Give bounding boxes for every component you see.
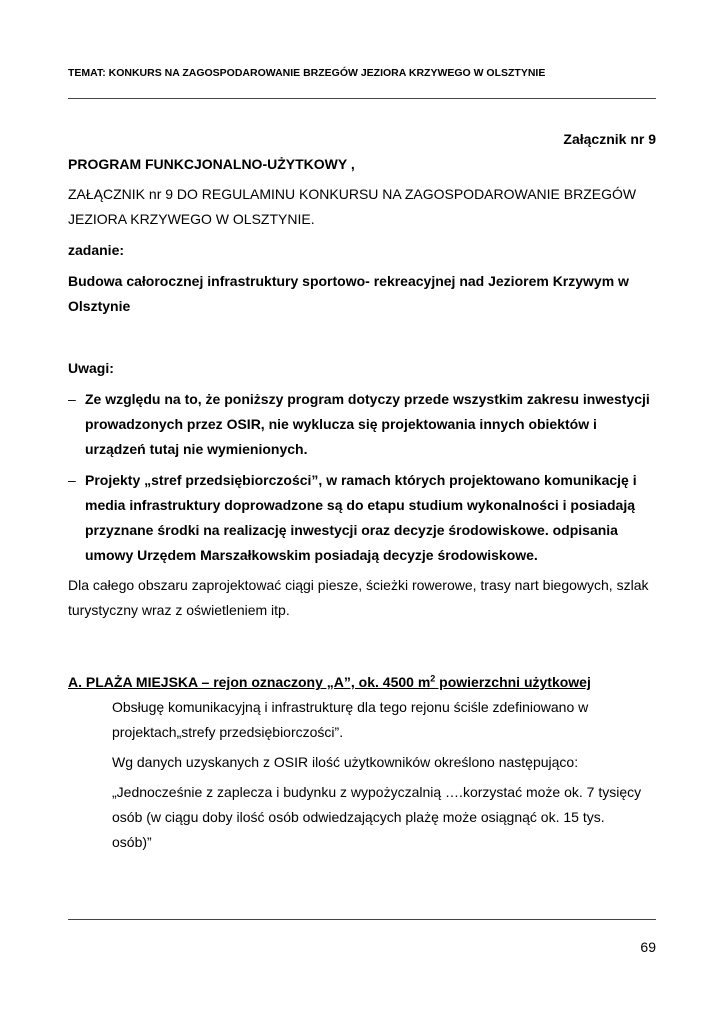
remark-item	[68, 387, 656, 462]
section-a-heading-superscript: 2	[430, 673, 436, 684]
task-label: zadanie:	[68, 242, 125, 258]
program-title: PROGRAM FUNKCJONALNO-UŻYTKOWY ,	[68, 156, 355, 172]
attachment-label: Załącznik nr 9	[563, 131, 656, 147]
document-header: TEMAT: KONKURS NA ZAGOSPODAROWANIE BRZEGÓW JEZIORA KRZYWEGO W OLSZTYNIE	[68, 67, 546, 79]
section-a-heading-main: A. PLAŻA MIEJSKA – rejon oznaczony „A”, ok. 4500 m	[68, 674, 431, 690]
document-body	[68, 152, 656, 855]
page-number: 69	[640, 939, 656, 955]
section-a-paragraph: Wg danych uzyskanych z OSIR ilość użytkowników określono następująco:	[112, 754, 579, 770]
attachment-description: ZAŁĄCZNIK nr 9 DO REGULAMINU KONKURSU NA ZAGOSPODAROWANIE BRZEGÓW JEZIORA KRZYWEGO W OLSZTYNIE.	[68, 186, 637, 227]
remark-item	[68, 468, 656, 568]
section-a-body	[68, 695, 656, 855]
dash-bullet: –	[68, 472, 76, 488]
dash-bullet: –	[68, 391, 76, 407]
remarks-label: Uwagi:	[68, 360, 114, 376]
section-a-heading	[68, 670, 656, 695]
section-a-paragraph: Obsługę komunikacyjną i infrastrukturę dla tego rejonu ściśle zdefiniowano w projektach„strefy przedsiębiorczości”.	[112, 699, 589, 740]
header-divider	[68, 98, 656, 99]
footer-divider	[68, 919, 656, 920]
remark-text: Ze względu na to, że poniższy program dotyczy przede wszystkim zakresu inwestycji prowadzonych przez OSIR, nie wyklucza się projektowania innych obiektów i urządzeń tutaj nie wymienionych.	[85, 391, 650, 457]
section-a-quote: „Jednocześnie z zaplecza i budynku z wypożyczalnią ….korzystać może ok. 7 tysięcy osób (w ciągu doby ilość osób odwiedzających plażę może osiągnąć ok. 15 tys. osób)”	[112, 784, 642, 850]
section-a-heading-rest: powierzchni użytkowej	[435, 674, 591, 690]
remark-text: Projekty „stref przedsiębiorczości”, w ramach których projektowano komunikację i media infrastruktury doprowadzone są do etapu studium wykonalności i posiadają przyznane środki na realizację inwestycji oraz decyzje środowiskowe. odpisania umowy Urzędem Marszałkowskim posiadają decyzje środowiskowe.	[85, 472, 637, 563]
general-requirements: Dla całego obszaru zaprojektować ciągi piesze, ścieżki rowerowe, trasy nart biegowych, szlak turystyczny wraz z oświetleniem itp.	[68, 577, 649, 618]
task-text: Budowa całorocznej infrastruktury sportowo- rekreacyjnej nad Jeziorem Krzywym w Olsztynie	[68, 273, 629, 314]
